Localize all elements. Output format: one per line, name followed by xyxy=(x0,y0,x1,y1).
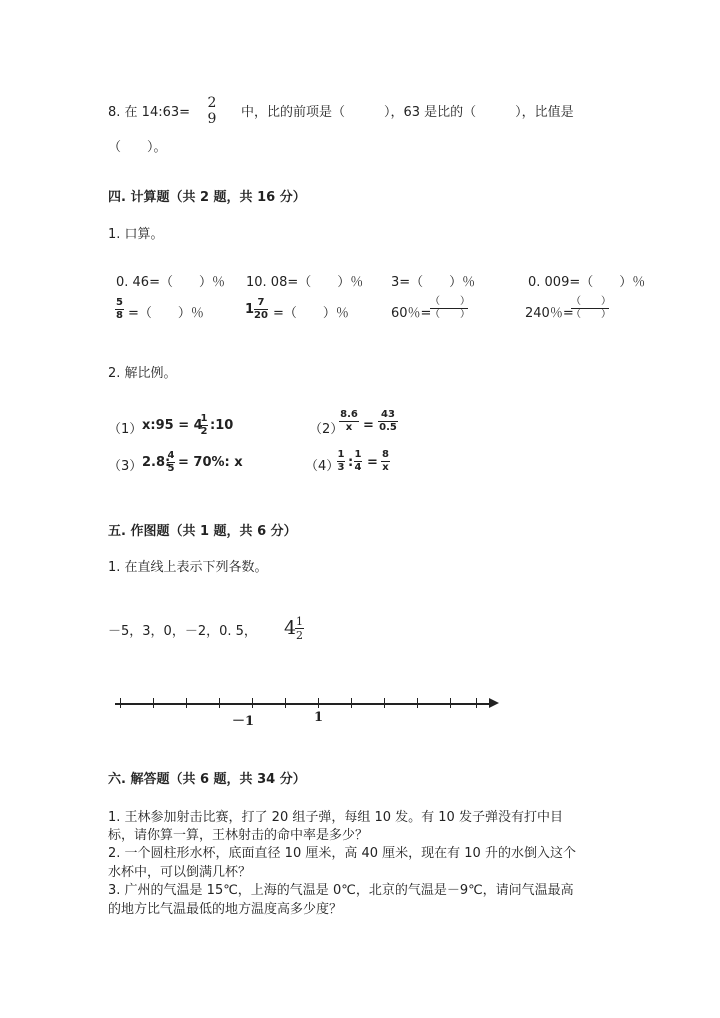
frac-num: 8.6 xyxy=(340,409,358,420)
q8-prefix: 8. 在 14:63= xyxy=(108,105,191,120)
oral-5-8-fraction xyxy=(115,298,124,321)
s6-line-4: 水杯中，可以倒满几杯？ xyxy=(108,865,252,880)
axis-tick xyxy=(153,698,154,708)
axis-label-1: 1 xyxy=(314,710,324,725)
s5-mixed-whole: 4 xyxy=(284,617,297,639)
s6-line-3: 2. 一个圆柱形水杯，底面直径 10 厘米，高 40 厘米，现在有 10 升的水倒入这个 xyxy=(108,846,576,861)
axis-tick xyxy=(252,698,253,708)
p4-eq: = xyxy=(367,455,378,470)
arrow-right-icon xyxy=(489,698,499,708)
frac-den: 8 xyxy=(116,310,123,321)
axis-tick xyxy=(120,698,121,708)
frac-den: 5 xyxy=(167,463,175,474)
s6-line-5: 3. 广州的气温是 15℃，上海的气温是 0℃，北京的气温是－9℃，请问气温最高 xyxy=(108,883,574,898)
section6-title: 六. 解答题（共 6 题，共 34 分） xyxy=(108,772,306,787)
oral-item-2: 10. 08=（ ）％ xyxy=(246,275,364,290)
p1-fraction xyxy=(200,414,208,437)
frac-num: 43 xyxy=(381,409,395,420)
oral-item-5-tail: =（ ）％ xyxy=(128,306,204,321)
q8-frac-den: 9 xyxy=(207,111,217,127)
frac-den: 3 xyxy=(337,462,345,473)
p1-label: （1） xyxy=(108,422,143,437)
p2-fraction-a xyxy=(339,410,359,433)
p1-left: x:95 = 4 xyxy=(142,418,203,433)
frac-den: 0.5 xyxy=(379,422,397,433)
oral-240-fraction xyxy=(571,297,609,320)
q8-suffix: 中，比的前项是（ ），63 是比的（ ），比值是 xyxy=(241,105,574,120)
s5-mixed-fraction xyxy=(295,616,304,641)
frac-num: 8 xyxy=(382,449,389,460)
axis-tick xyxy=(417,698,418,708)
oral-item-1: 0. 46=（ ）％ xyxy=(116,275,225,290)
p1-right: :10 xyxy=(210,418,234,433)
p3-left: 2.8: xyxy=(142,455,171,470)
p2-eq: = xyxy=(363,418,374,433)
mixed-whole: 1 xyxy=(245,302,255,317)
axis-tick xyxy=(318,698,319,708)
frac-num: 7 xyxy=(257,297,265,308)
p2-fraction-b xyxy=(378,410,398,433)
axis-tick xyxy=(384,698,385,708)
p3-fraction xyxy=(167,451,175,474)
s4-q1-title: 1. 口算。 xyxy=(108,227,164,242)
s5-numbers: －5，3，0，－2，0. 5， xyxy=(108,624,257,639)
frac-num: 1 xyxy=(296,615,303,628)
q8-line2: （ ）。 xyxy=(108,140,167,155)
frac-num: 4 xyxy=(167,450,175,461)
frac-num: 1 xyxy=(354,449,362,460)
oral-item-8-head: 240％= xyxy=(525,306,574,321)
frac-den: （ ） xyxy=(571,309,611,320)
frac-den: 2 xyxy=(296,629,303,642)
p4-fraction-a xyxy=(337,450,345,473)
s6-line-6: 的地方比气温最低的地方温度高多少度？ xyxy=(108,902,343,917)
axis-tick xyxy=(186,698,187,708)
q8-frac-num: 2 xyxy=(207,95,217,111)
frac-num: （ ） xyxy=(571,296,611,307)
frac-den: x xyxy=(345,422,353,433)
p2-label: （2） xyxy=(309,422,344,437)
p4-fraction-c xyxy=(381,450,390,473)
frac-num: （ ） xyxy=(430,296,470,307)
oral-item-3: 3=（ ）％ xyxy=(391,275,476,290)
p4-fraction-b xyxy=(354,450,362,473)
section5-title: 五. 作图题（共 1 题，共 6 分） xyxy=(108,524,297,539)
oral-1-7-20-fraction xyxy=(254,298,268,321)
p3-label: （3） xyxy=(108,459,143,474)
s6-line-2: 标，请你算一算，王林射击的命中率是多少？ xyxy=(108,828,369,843)
section4-title: 四. 计算题（共 2 题，共 16 分） xyxy=(108,190,306,205)
frac-den: （ ） xyxy=(430,309,470,320)
oral-item-4: 0. 009=（ ）％ xyxy=(528,275,646,290)
frac-den: 4 xyxy=(354,462,362,473)
s6-line-1: 1. 王林参加射击比赛，打了 20 组子弹，每组 10 发。有 10 发子弹没有打中目 xyxy=(108,810,563,825)
frac-den: x xyxy=(382,462,389,473)
p3-right: = 70%: x xyxy=(178,455,243,470)
number-line-axis xyxy=(115,703,493,705)
frac-num: 1 xyxy=(200,413,208,424)
frac-num: 1 xyxy=(337,449,345,460)
axis-label-minus1: －1 xyxy=(232,714,255,729)
s5-q1-title: 1. 在直线上表示下列各数。 xyxy=(108,560,268,575)
s4-q2-title: 2. 解比例。 xyxy=(108,366,177,381)
frac-den: 20 xyxy=(254,310,268,321)
frac-den: 2 xyxy=(200,426,208,437)
axis-tick xyxy=(285,698,286,708)
axis-tick xyxy=(351,698,352,708)
oral-item-7-head: 60％= xyxy=(391,306,432,321)
axis-tick xyxy=(219,698,220,708)
axis-tick xyxy=(450,698,451,708)
p4-label: （4） xyxy=(305,459,340,474)
frac-num: 5 xyxy=(116,297,123,308)
oral-item-6-tail: =（ ）％ xyxy=(273,306,349,321)
q8-fraction xyxy=(205,96,219,126)
oral-60-fraction xyxy=(430,297,468,320)
axis-tick xyxy=(476,698,477,708)
p4-colon: : xyxy=(348,455,354,470)
